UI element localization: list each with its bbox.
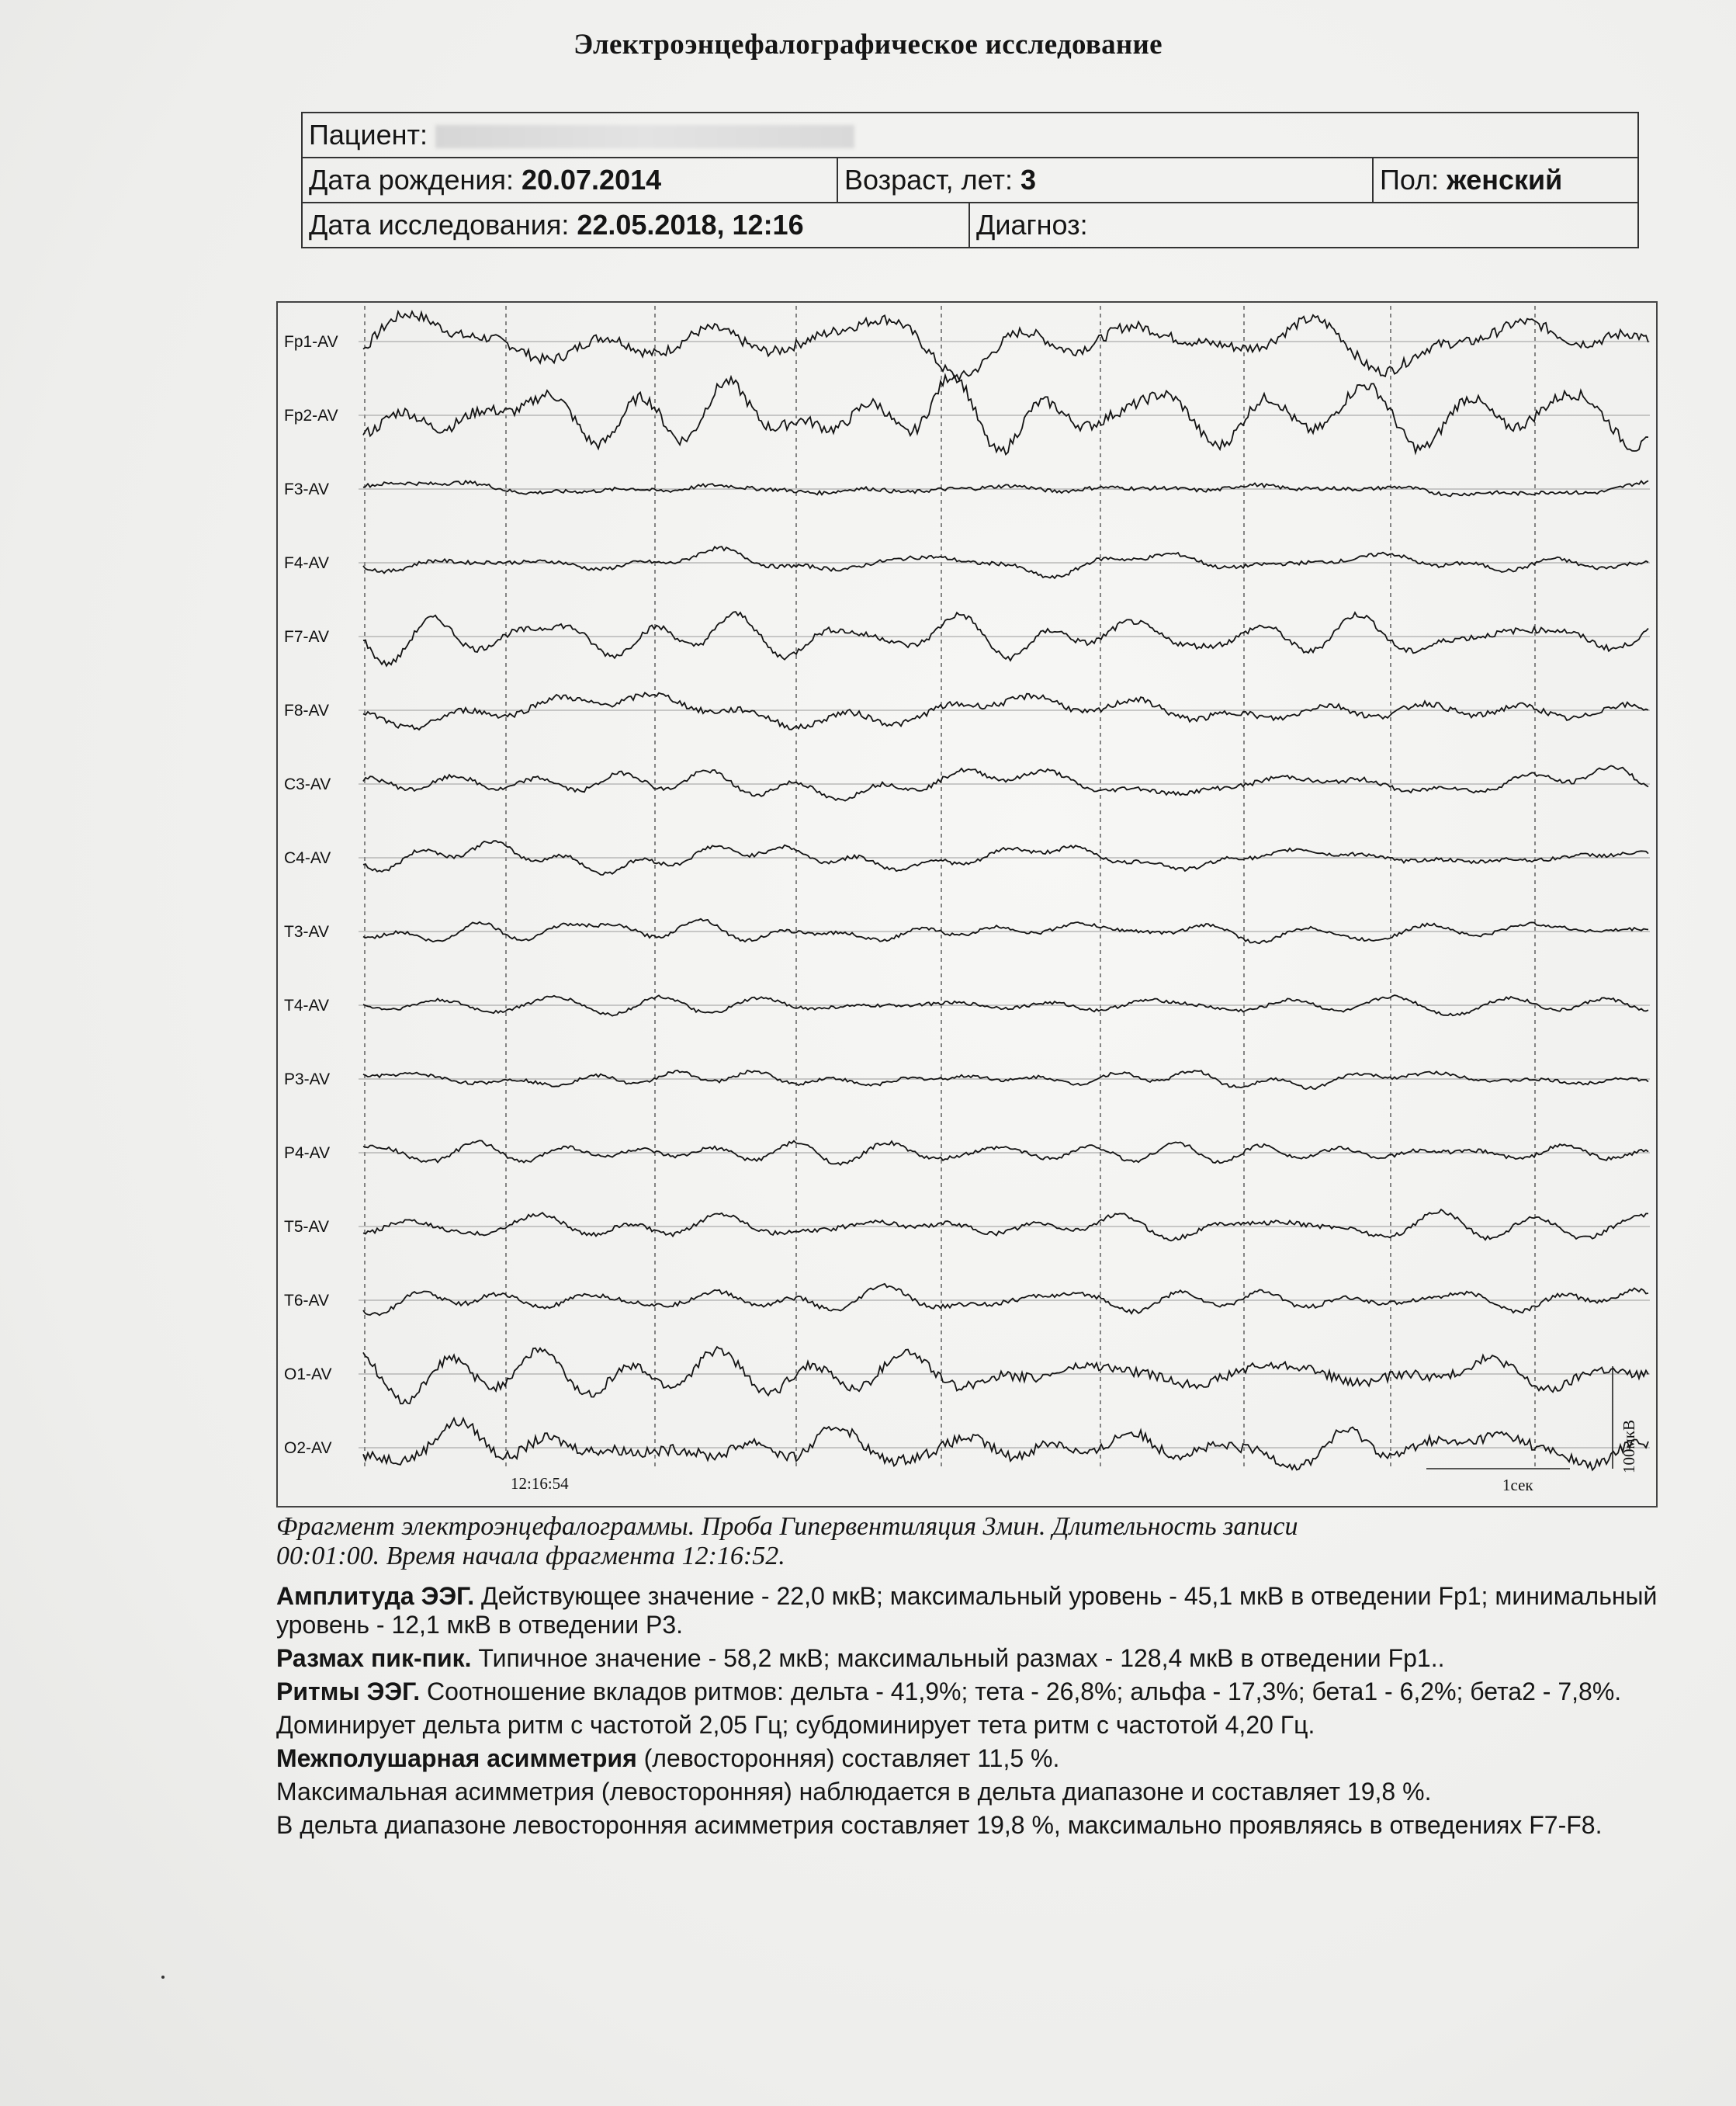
channel-label: Fp2-AV	[284, 407, 338, 425]
eeg-trace	[363, 1418, 1648, 1470]
paper-speck	[161, 1976, 165, 1979]
channel-label: P3-AV	[284, 1070, 331, 1088]
dominant-rhythm-text: Доминирует дельта ритм с частотой 2,05 Гц; субдоминирует тета ритм с частотой 4,20 Гц.	[276, 1711, 1315, 1739]
channel-label: Fp1-AV	[284, 333, 338, 351]
amplitude-text: Действующее значение - 22,0 мкВ; максимальный уровень - 45,1 мкВ в отведении Fp1; минимальный уровень - 12,1 мкВ в отведении P3.	[276, 1582, 1658, 1639]
eeg-trace	[363, 1347, 1648, 1403]
asymmetry-text: (левосторонняя) составляет 11,5 %.	[636, 1744, 1060, 1772]
channel-label: P4-AV	[284, 1144, 331, 1162]
caption-line-1: Фрагмент электроэнцефалограммы. Проба Гипервентиляция 3мин. Длительность записи	[276, 1512, 1298, 1541]
diagnosis-cell	[969, 203, 1638, 248]
eeg-fragment	[276, 301, 1658, 1508]
channel-label: O1-AV	[284, 1365, 332, 1383]
peak-to-peak-text: Типичное значение - 58,2 мкВ; максимальный размах - 128,4 мкВ в отведении Fp1..	[471, 1644, 1445, 1672]
rhythms-heading: Ритмы ЭЭГ.	[276, 1678, 421, 1705]
channel-label: C4-AV	[284, 849, 331, 867]
eeg-trace	[363, 376, 1648, 455]
amplitude-scale-label: 100мкВ	[1620, 1420, 1638, 1473]
eeg-trace	[363, 1209, 1648, 1240]
caption-line-2: 00:01:00. Время начала фрагмента 12:16:52.	[276, 1542, 785, 1570]
birth-row	[302, 158, 1638, 203]
eeg-trace	[363, 692, 1648, 730]
rhythms-text: Соотношение вкладов ритмов: дельта - 41,9%; тета - 26,8%; альфа - 17,3%; бета1 - 6,2%; бета2 - 7,8%.	[420, 1678, 1622, 1705]
channel-label: F3-AV	[284, 481, 329, 498]
channel-label: O2-AV	[284, 1439, 332, 1457]
sex-value: женский	[1447, 164, 1563, 196]
rhythms-paragraph	[276, 1678, 1689, 1706]
patient-cell	[302, 113, 1638, 158]
eeg-trace	[363, 1284, 1648, 1315]
channel-label: T5-AV	[284, 1218, 329, 1236]
age-cell	[837, 158, 1373, 203]
patient-label: Пациент:	[309, 119, 428, 151]
patient-row	[302, 113, 1638, 158]
channel-label: T6-AV	[284, 1292, 329, 1310]
patient-name-redacted	[435, 125, 854, 148]
eeg-report	[276, 1582, 1689, 1844]
peak-to-peak-paragraph	[276, 1644, 1689, 1673]
study-cell	[302, 203, 969, 248]
channel-label: F4-AV	[284, 554, 329, 572]
eeg-trace	[363, 766, 1648, 801]
sex-label: Пол:	[1380, 164, 1440, 196]
age-label: Возраст, лет:	[844, 164, 1014, 196]
study-value: 22.05.2018, 12:16	[577, 209, 804, 241]
delta-asymmetry-text: В дельта диапазоне левосторонняя асимметрия составляет 19,8 %, максимально проявляясь в отведениях F7-F8.	[276, 1811, 1603, 1839]
channel-label: C3-AV	[284, 775, 331, 793]
study-row	[302, 203, 1638, 248]
eeg-trace	[363, 481, 1648, 496]
patient-info-table	[301, 112, 1639, 248]
study-label: Дата исследования:	[309, 209, 570, 241]
time-scale-label: 1сек	[1502, 1476, 1533, 1494]
eeg-trace	[363, 612, 1648, 666]
asymmetry-paragraph	[276, 1744, 1689, 1773]
peak-to-peak-heading: Размах пик-пик.	[276, 1644, 472, 1672]
asymmetry-heading: Межполушарная асимметрия	[276, 1744, 637, 1772]
time-mark-label: 12:16:54	[511, 1474, 569, 1493]
channel-label: T3-AV	[284, 923, 329, 941]
amplitude-heading: Амплитуда ЭЭГ.	[276, 1582, 475, 1610]
age-value: 3	[1020, 164, 1037, 196]
channel-label: F8-AV	[284, 702, 329, 720]
amplitude-paragraph	[276, 1582, 1689, 1639]
eeg-traces	[278, 303, 1656, 1506]
channel-label: T4-AV	[284, 997, 329, 1015]
sex-cell	[1373, 158, 1638, 203]
eeg-trace	[363, 1070, 1648, 1089]
diagnosis-label: Диагноз:	[976, 209, 1088, 241]
document-title: Электроэнцефалографическое исследование	[573, 29, 1163, 61]
max-asymmetry-text: Максимальная асимметрия (левосторонняя) наблюдается в дельта диапазоне и составляет 19,8 %.	[276, 1778, 1432, 1806]
channel-label: F7-AV	[284, 628, 329, 646]
birth-value: 20.07.2014	[521, 164, 662, 196]
eeg-trace	[363, 311, 1648, 380]
birth-cell	[302, 158, 837, 203]
birth-label: Дата рождения:	[309, 164, 514, 196]
figure-caption	[276, 1512, 1673, 1571]
